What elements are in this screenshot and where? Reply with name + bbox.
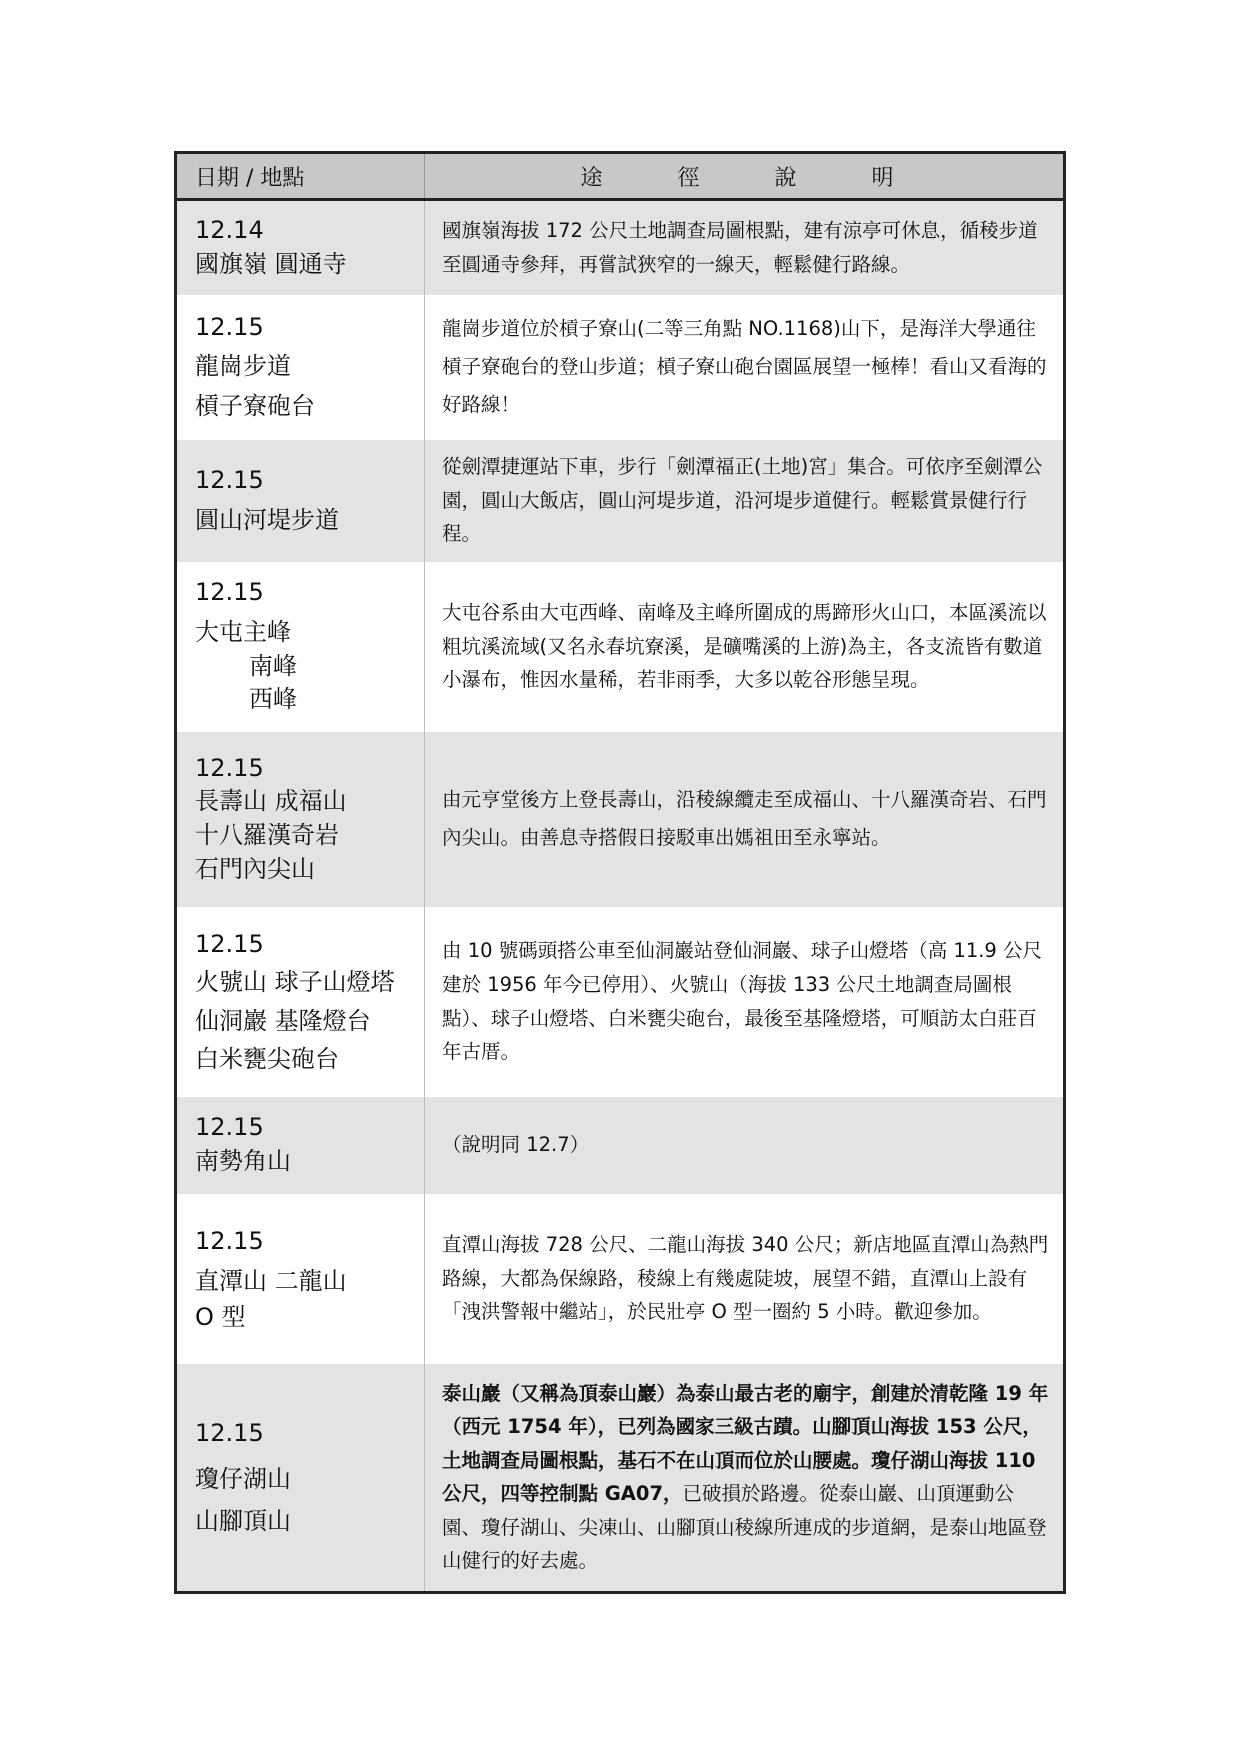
row-location: 十八羅漢奇岩 (195, 821, 339, 849)
row-location: O 型 (195, 1302, 246, 1331)
table-row (176, 562, 1065, 732)
table-row (176, 1364, 1065, 1593)
row-location: 長壽山 成福山 (195, 787, 347, 816)
row-date: 12.15 (195, 1113, 264, 1142)
route-description: 龍崗步道位於槓子寮山(二等三角點 NO.1168)山下，是海洋大學通往槓子寮砲台的登山步道；槓子寮山砲台園區展望一極棒！看山又看海的好路線！ (442, 316, 1047, 416)
row-location: 國旗嶺 圓通寺 (195, 249, 347, 278)
table-row (176, 732, 1065, 907)
table-row (176, 295, 1065, 440)
row-location: 山腳頂山 (195, 1507, 291, 1536)
row-date: 12.15 (195, 465, 264, 494)
route-description: 由元亨堂後方上登長壽山，沿稜線纜走至成福山、十八羅漢奇岩、石門內尖山。由善息寺搭假日接駁車出媽祖田至永寧站。 (442, 787, 1047, 849)
row-date: 12.15 (195, 312, 264, 341)
date-location-cell (176, 907, 425, 1097)
route-description: （說明同 12.7） (442, 1133, 590, 1157)
row-location: 白米甕尖砲台 (195, 1044, 339, 1073)
row-date: 12.14 (195, 216, 264, 245)
row-date: 12.15 (195, 1226, 264, 1255)
date-location-cell (176, 295, 425, 440)
date-location-cell (176, 200, 425, 295)
row-location: 圓山河堤步道 (195, 505, 339, 534)
route-description: 大屯谷系由大屯西峰、南峰及主峰所圍成的馬蹄形火山口，本區溪流以粗坑溪流域(又名永春坑寮溪，是礦嘴溪的上游)為主，各支流皆有數道小瀑布，惟因水量稀，若非雨季，大多以乾谷形態呈現。 (442, 601, 1047, 692)
date-location-cell (176, 562, 425, 732)
route-description: 由 10 號碼頭搭公車至仙洞巖站登仙洞巖、球子山燈塔（高 11.9 公尺建於 1956 年今已停用）、火號山（海拔 133 公尺土地調查局圖根點）、球子山燈塔、白米甕尖砲台，最後至基隆燈塔，可順訪太白莊百年古厝。 (442, 939, 1043, 1064)
row-location: 南峰 (249, 651, 297, 680)
route-description-bold: 泰山巖（又稱為頂泰山巖）為泰山最古老的廟宇，創建於清乾隆 19 年（西元 1754 年），已列為國家三級古蹟。山腳頂山海拔 153 公尺，土地調查局圖根點，基石不在山頂而位於山腰處。瓊仔湖山海拔 110 公尺，四等控制點 GA07， (442, 1381, 1049, 1506)
header-date-location: 日期 / 地點 (176, 153, 425, 200)
table-row (176, 1194, 1065, 1364)
row-location: 火號山 球子山燈塔 (195, 968, 395, 997)
row-location: 西峰 (249, 685, 297, 714)
date-location-cell (176, 1194, 425, 1364)
row-location: 南勢角山 (195, 1147, 291, 1175)
row-location: 瓊仔湖山 (195, 1465, 291, 1494)
row-location: 直潭山 二龍山 (195, 1266, 347, 1295)
header-route-description: 途 徑 說 明 (425, 153, 1065, 200)
row-location: 仙洞巖 基隆燈台 (195, 1006, 371, 1035)
table-row (176, 200, 1065, 295)
table-header (176, 153, 1065, 200)
row-location: 石門內尖山 (195, 854, 315, 883)
route-description-rest: 已破損於路邊。從泰山巖、山頂運動公園、瓊仔湖山、尖凍山、山腳頂山稜線所連成的步道網，是泰山地區登山健行的好去處。 (442, 1482, 1047, 1573)
row-location: 槓子寮砲台 (195, 391, 315, 420)
table-row (176, 440, 1065, 562)
table-row (176, 907, 1065, 1097)
route-description: 國旗嶺海拔 172 公尺土地調查局圖根點，建有涼亭可休息，循稜步道至圓通寺參拜，再嘗試狹窄的一線天，輕鬆健行路線。 (442, 219, 1038, 276)
date-location-cell (176, 440, 425, 562)
route-description (425, 1364, 1065, 1593)
row-date: 12.15 (195, 753, 264, 782)
date-location-cell (176, 1097, 425, 1194)
route-description: 從劍潭捷運站下車，步行「劍潭福正(土地)宮」集合。可依序至劍潭公園，圓山大飯店，圓山河堤步道，沿河堤步道健行。輕鬆賞景健行行程。 (442, 455, 1043, 546)
date-location-cell (176, 1364, 425, 1593)
date-location-cell (176, 732, 425, 907)
row-location: 龍崗步道 (195, 352, 291, 381)
route-description: 直潭山海拔 728 公尺、二龍山海拔 340 公尺；新店地區直潭山為熱門路線，大都為保線路，稜線上有幾處陡坡，展望不錯，直潭山上設有「洩洪警報中繼站」，於民壯亭 O 型一圈約 5 小時。歡迎參加。 (442, 1233, 1049, 1324)
row-date: 12.15 (195, 929, 264, 958)
row-location: 大屯主峰 (195, 617, 291, 646)
route-table (174, 151, 1066, 1594)
row-date: 12.15 (195, 1419, 264, 1448)
table-row (176, 1097, 1065, 1194)
row-date: 12.15 (195, 578, 264, 607)
